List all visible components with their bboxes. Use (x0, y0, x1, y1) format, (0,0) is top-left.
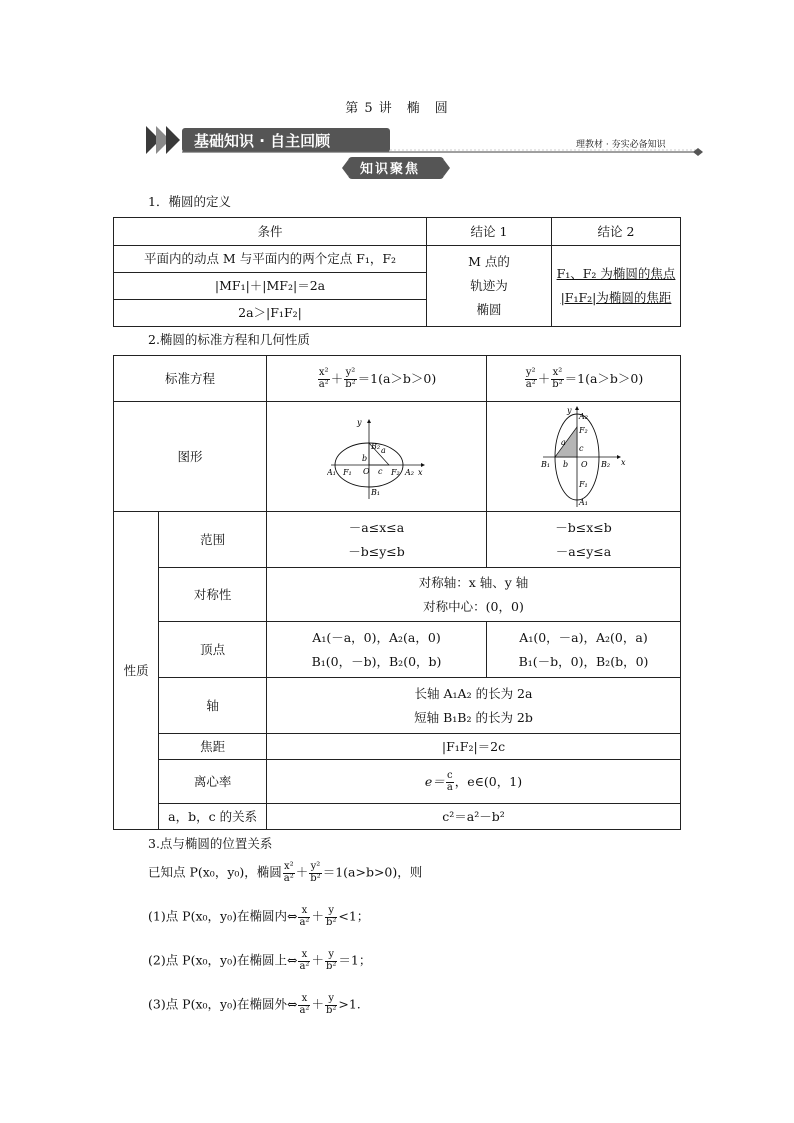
svg-text:F₂: F₂ (578, 425, 588, 435)
props-label: 性质 (114, 512, 159, 830)
ecc-cell: e＝ $\frac{c}{a}$ ，e∈(0，1) (267, 760, 681, 804)
section2-heading: 2.椭圆的标准方程和几何性质 (148, 332, 310, 347)
axis-cell: 长轴 A₁A₂ 的长为 2a 短轴 B₁B₂ 的长为 2b (267, 678, 681, 734)
svg-text:B₂: B₂ (600, 459, 610, 469)
std-eq-label: 标准方程 (114, 356, 267, 402)
svg-text:y: y (566, 405, 572, 415)
horizontal-ellipse-figure (327, 413, 427, 501)
banner-right-text: 理教材 · 夯实必备知识 (576, 140, 666, 150)
vertex-label: 顶点 (159, 622, 267, 678)
relation-cell: c²＝a²－b² (267, 804, 681, 830)
svg-text:a: a (560, 437, 566, 447)
vertex1-cell: A₁(－a，0)，A₂(a，0) B₁(0，－b)，B₂(0，b) (267, 622, 487, 678)
range2-cell: －b≤x≤b －a≤y≤a (487, 512, 681, 568)
range-label: 范围 (159, 512, 267, 568)
col-conclusion1: 结论 1 (427, 218, 552, 246)
symmetry-cell: 对称轴：x 轴、y 轴 对称中心：(0，0) (267, 568, 681, 622)
definition-table (113, 217, 681, 327)
properties-table (113, 355, 681, 830)
svg-text:A₁: A₁ (326, 467, 336, 477)
graph2-cell (487, 402, 681, 512)
svg-text:a: a (380, 445, 386, 455)
svg-text:F₁: F₁ (342, 467, 352, 477)
svg-text:A₂: A₂ (578, 411, 588, 421)
svg-text:x: x (417, 467, 423, 477)
case3-line: (3)点 P(x₀，y₀)在椭圆外⇔ $\frac{x}{\text{a²}}$ ＋ $\frac{y}{\text{b²}}$ >1. (148, 993, 361, 1016)
vertical-ellipse-figure (539, 405, 629, 509)
axis-label: 轴 (159, 678, 267, 734)
focal-label: 焦距 (159, 734, 267, 760)
section1-heading: 1．椭圆的定义 (148, 194, 231, 209)
conclusion2-cell: F₁、F₂ 为椭圆的焦点 |F₁F₂|为椭圆的焦距 (552, 246, 681, 327)
svg-text:A₂: A₂ (404, 467, 414, 477)
eq2-cell: $\frac{\text{y²}}{\text{a²}}$ ＋ $\frac{\text{x²}}{\text{b²}}$ ＝1(a＞b＞0) (487, 356, 681, 402)
svg-text:F₁: F₁ (578, 479, 588, 489)
svg-text:B₁: B₁ (540, 459, 550, 469)
conclusion1-cell: M 点的 轨迹为 椭圆 (427, 246, 552, 327)
svg-text:x: x (620, 457, 626, 467)
banner-sub-text: 知识聚焦 (360, 162, 421, 177)
svg-text:B₁: B₁ (370, 487, 380, 497)
col-condition: 条件 (114, 218, 427, 246)
case2-line: (2)点 P(x₀，y₀)在椭圆上⇔ $\frac{x}{\text{a²}}$ ＋ $\frac{y}{\text{b²}}$ ＝1； (148, 949, 372, 972)
intro-line: 已知点 P(x₀，y₀)，椭圆 $\frac{\text{x²}}{\text{a²}}$ ＋ $\frac{\text{y²}}{\text{b²}}$ ＝1(a>b>0)，则 (148, 861, 423, 884)
vertex2-cell: A₁(0，－a)，A₂(0，a) B₁(－b，0)，B₂(b，0) (487, 622, 681, 678)
condition-row1: 平面内的动点 M 与平面内的两个定点 F₁，F₂ (114, 246, 427, 273)
svg-text:b: b (562, 459, 568, 469)
svg-text:O: O (362, 466, 370, 476)
focal-cell: |F₁F₂|＝2c (267, 734, 681, 760)
col-conclusion2: 结论 2 (552, 218, 681, 246)
section3-heading: 3.点与椭圆的位置关系 (148, 836, 273, 851)
svg-text:B₂: B₂ (370, 441, 380, 451)
range1-cell: －a≤x≤a －b≤y≤b (267, 512, 487, 568)
relation-label: a，b，c 的关系 (159, 804, 267, 830)
svg-text:b: b (361, 453, 367, 463)
svg-text:c: c (578, 443, 583, 453)
graph1-cell (267, 402, 487, 512)
svg-text:O: O (580, 459, 588, 469)
ecc-label: 离心率 (159, 760, 267, 804)
case1-line: (1)点 P(x₀，y₀)在椭圆内⇔ $\frac{x}{\text{a²}}$ ＋ $\frac{y}{\text{b²}}$ <1； (148, 905, 370, 928)
svg-text:A₁: A₁ (578, 497, 588, 507)
symmetry-label: 对称性 (159, 568, 267, 622)
svg-text:c: c (377, 466, 382, 476)
condition-row3: 2a＞|F₁F₂| (114, 300, 427, 327)
banner-main-text: 基础知识 · 自主回顾 (194, 132, 331, 150)
svg-text:y: y (356, 417, 362, 427)
eq1-cell: $\frac{\text{x²}}{\text{a²}}$ ＋ $\frac{\text{y²}}{\text{b²}}$ ＝1(a＞b＞0) (267, 356, 487, 402)
page-title: 第 5 讲 椭 圆 (345, 101, 449, 116)
condition-row2: |MF₁|＋|MF₂|＝2a (114, 273, 427, 300)
section-banner (146, 126, 708, 182)
graph-label: 图形 (114, 402, 267, 512)
svg-text:F₂: F₂ (390, 467, 400, 477)
